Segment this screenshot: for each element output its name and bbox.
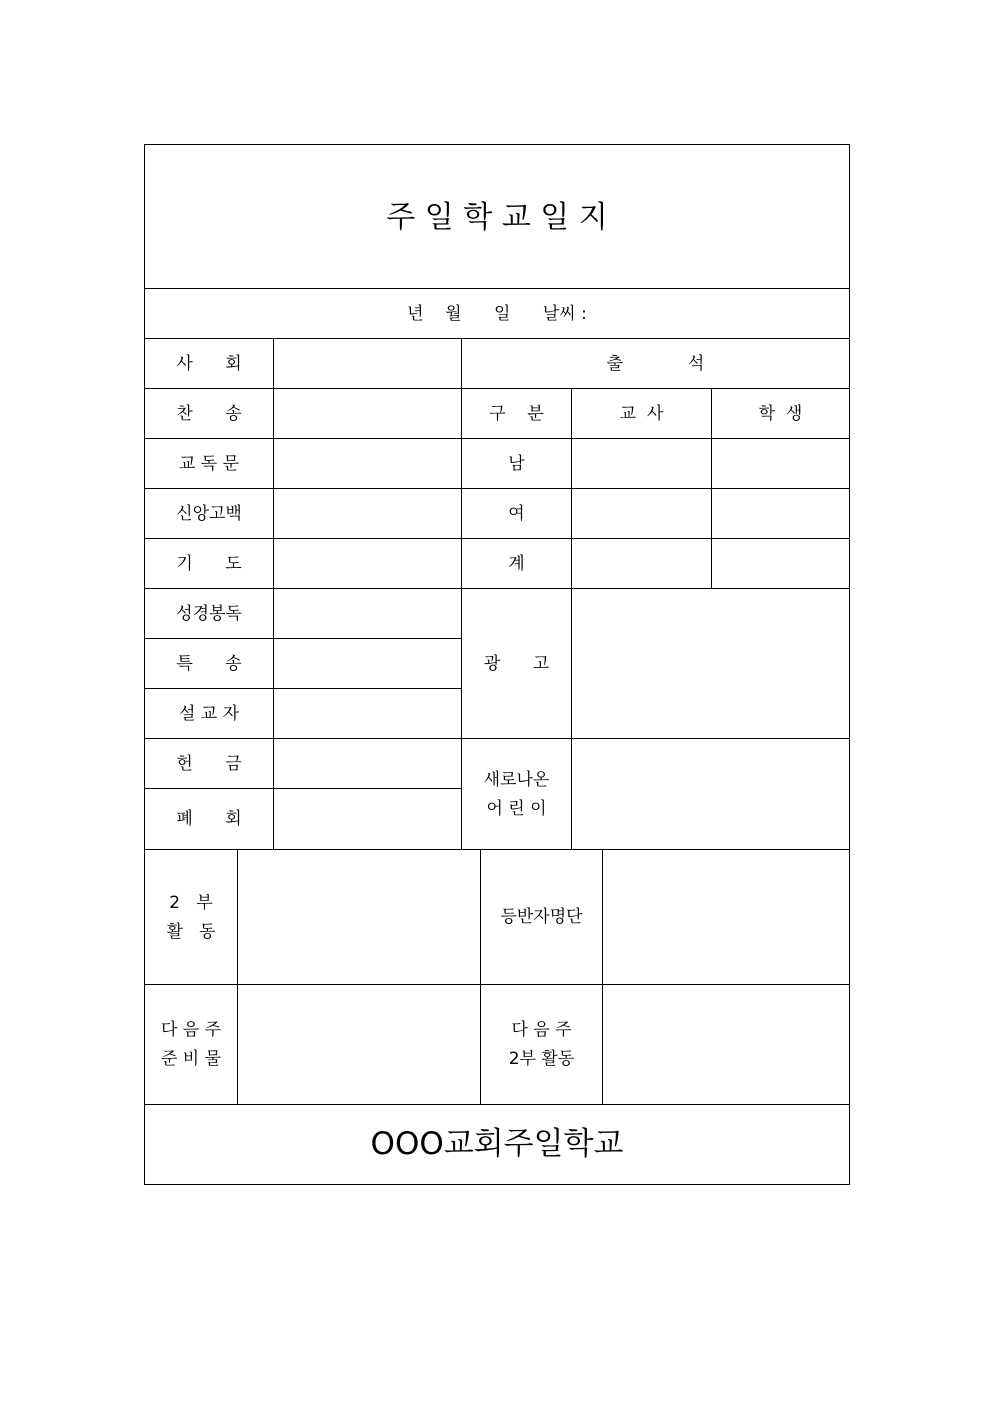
attendance-col-student: 학 생 (758, 403, 803, 424)
label-next-week-materials-line1: 다 음 주 (160, 1020, 222, 1040)
label-part2-activity-line2: 활 동 (166, 921, 216, 942)
label-next-week-part2 (481, 985, 602, 1105)
label-closing: 폐 회 (176, 809, 242, 829)
field-preacher[interactable] (274, 689, 461, 738)
field-part2-activity[interactable] (238, 850, 480, 984)
field-announcement[interactable] (572, 589, 849, 738)
field-male-teacher[interactable] (572, 439, 711, 488)
field-creed[interactable] (274, 489, 461, 538)
date-weather-line: 년 월 일 날씨 : (407, 303, 587, 324)
field-female-teacher[interactable] (572, 489, 711, 538)
field-new-children[interactable] (572, 739, 849, 849)
attendance-header: 출 석 (606, 353, 705, 374)
label-responsive-reading: 교 독 문 (178, 453, 240, 474)
field-offering[interactable] (274, 739, 461, 788)
label-next-week-materials-line2: 준 비 물 (160, 1049, 222, 1069)
label-next-week-part2-line2: 2부 활동 (508, 1049, 575, 1069)
field-class-roster[interactable] (603, 850, 849, 984)
church-footer: OOO교회주일학교 (370, 1126, 624, 1162)
sunday-school-journal-form (144, 144, 850, 1185)
field-next-week-materials[interactable] (238, 985, 480, 1104)
label-preacher: 설 교 자 (178, 703, 240, 724)
attendance-col-category: 구 분 (489, 403, 544, 424)
attendance-row-male: 남 (508, 453, 525, 474)
label-creed: 신앙고백 (176, 503, 242, 524)
field-total-student[interactable] (712, 539, 849, 588)
attendance-row-total: 계 (508, 553, 525, 574)
label-part2-activity-line1: 2 부 (169, 892, 213, 913)
label-new-children-line1: 새로나온 (483, 769, 550, 790)
label-special-song: 특 송 (176, 653, 242, 674)
attendance-row-female: 여 (508, 503, 525, 524)
label-offering: 헌 금 (176, 753, 242, 774)
label-opening: 사 회 (176, 353, 242, 374)
field-male-student[interactable] (712, 439, 849, 488)
label-class-roster: 등반자명단 (500, 907, 583, 927)
field-opening[interactable] (274, 339, 461, 388)
label-next-week-part2-line1: 다 음 주 (511, 1020, 572, 1040)
field-responsive-reading[interactable] (274, 439, 461, 488)
label-announcement: 광 고 (483, 653, 550, 674)
field-female-student[interactable] (712, 489, 849, 538)
field-hymn[interactable] (274, 389, 461, 438)
label-hymn: 찬 송 (176, 403, 242, 424)
label-prayer: 기 도 (176, 553, 242, 574)
field-next-week-part2[interactable] (603, 985, 849, 1104)
field-scripture[interactable] (274, 589, 461, 638)
page-title: 주 일 학 교 일 지 (386, 199, 608, 235)
label-scripture: 성경봉독 (176, 603, 242, 624)
label-new-children-line2: 어 린 이 (486, 798, 547, 819)
attendance-col-teacher: 교 사 (619, 403, 664, 424)
field-total-teacher[interactable] (572, 539, 711, 588)
field-prayer[interactable] (274, 539, 461, 588)
label-part2-activity (145, 850, 237, 985)
label-next-week-materials (145, 985, 237, 1105)
field-special-song[interactable] (274, 639, 461, 688)
label-new-children (462, 739, 571, 850)
field-closing[interactable] (274, 789, 461, 849)
